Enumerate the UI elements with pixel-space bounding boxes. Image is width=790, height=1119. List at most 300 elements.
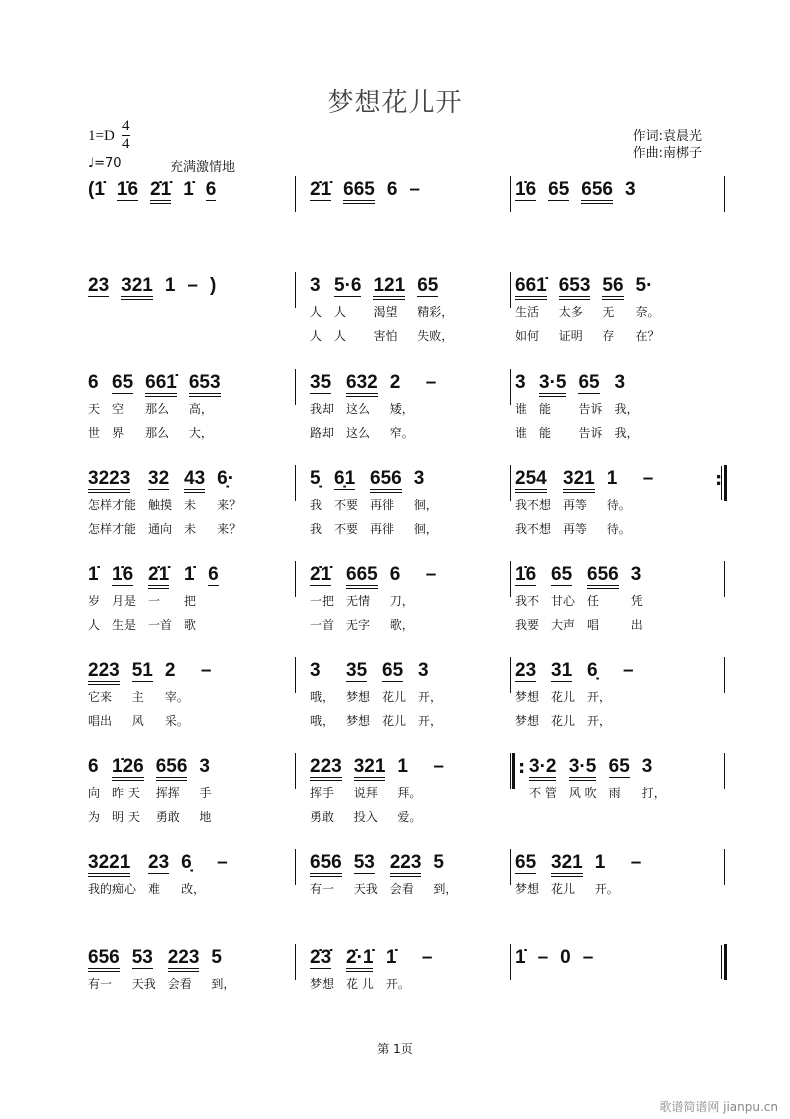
repeat-start-barline (512, 753, 515, 789)
notes: 1̇6 (515, 564, 537, 585)
lyric-verse-1 (643, 493, 654, 517)
note-group (422, 944, 433, 1020)
lyric-verse-2 (201, 709, 212, 733)
lyric-verse-1: 谁 (515, 402, 528, 416)
measure (310, 657, 454, 747)
notes: 3·2 (529, 756, 556, 781)
note-group (310, 465, 322, 541)
note-group (397, 753, 421, 829)
lyric-verse-1: 开， (418, 690, 443, 704)
notes: 1̇6 (112, 564, 134, 585)
lyric-verse-2: 谁 (515, 426, 528, 440)
note-group (334, 272, 361, 348)
lyric-verse-2 (343, 228, 375, 252)
notes: 23 (515, 660, 537, 681)
lyric-verse-2: 人 (334, 329, 347, 343)
notes: 223 (310, 756, 342, 781)
lyric-verse-1: 到， (211, 977, 236, 991)
lyric-verse-2 (121, 324, 153, 348)
lyric-verse-1 (426, 589, 437, 613)
notes: 6̣1 (334, 468, 356, 489)
measure (88, 944, 247, 1034)
repeat-end-barline (724, 465, 727, 501)
notes: 1 (397, 756, 408, 777)
notes: 2 (389, 372, 401, 393)
lyric-verse-1: 我却 (310, 402, 335, 416)
notes: 65 (112, 372, 134, 393)
notes: 56 (602, 275, 623, 300)
notes: 321 (121, 275, 153, 300)
note-group (310, 657, 334, 733)
lyric-verse-1: 梦想 (515, 690, 540, 704)
lyric-verse-1 (206, 204, 217, 228)
lyric-verse-2 (433, 805, 444, 829)
lyric-verse-1 (217, 877, 228, 901)
lyric-verse-1: 我的痴心 (88, 882, 137, 896)
lyric-verse-1 (548, 204, 569, 228)
lyric-verse-2 (217, 901, 228, 925)
lyric-verse-1: 梦想 (515, 882, 540, 896)
note-group (132, 657, 153, 733)
notes: 3 (614, 372, 626, 393)
note-group (515, 561, 539, 637)
notes: 656 (310, 852, 342, 877)
notes: – (425, 564, 437, 585)
note-group (112, 753, 144, 829)
lyric-verse-2 (426, 613, 437, 637)
lyric-verse-2 (310, 228, 331, 252)
lyric-verse-1: 手 (199, 786, 212, 800)
lyric-verse-2 (187, 324, 198, 348)
notes: 6 (386, 179, 398, 200)
lyric-verse-1 (150, 204, 171, 228)
notes: 1̇ (88, 564, 99, 585)
note-group (88, 465, 136, 541)
lyric-verse-1: 有一 (88, 977, 113, 991)
notes: – (425, 372, 437, 393)
lyric-verse-1: 会看 (167, 977, 192, 991)
lyric-verse-2: 大， (188, 426, 213, 440)
lyric-verse-1 (165, 300, 176, 324)
lyric-verse-2 (310, 996, 334, 1020)
lyric-verse-1: 无情 (346, 594, 371, 608)
notes: – (537, 947, 549, 968)
lyric-verse-2: 爱。 (397, 810, 422, 824)
lyric-verse-1: 不 管 (529, 786, 557, 800)
measure (515, 561, 655, 651)
lyric-verse-1 (515, 972, 526, 996)
notes: 1̇ (515, 947, 526, 968)
lyric-verse-1: 昨 天 (112, 786, 140, 800)
lyric-verse-2: 人 (310, 329, 323, 343)
note-group (168, 944, 200, 1020)
lyric-verse-1 (583, 972, 594, 996)
lyric-verse-1: 精彩， (417, 305, 454, 319)
lyric-verse-2: 那么 (145, 426, 170, 440)
lyric-verse-2 (168, 996, 200, 1020)
measure (88, 465, 253, 555)
lyric-verse-2 (88, 324, 109, 348)
lyric-verse-1: 雨 (608, 786, 621, 800)
notes: 6 (389, 564, 401, 585)
lyric-verse-1: 梦想 (346, 690, 371, 704)
notes: 321 (563, 468, 595, 493)
lyric-verse-1: 矮， (389, 402, 414, 416)
notes: 0 (560, 947, 571, 968)
lyric-verse-2 (88, 228, 105, 252)
lyric-verse-2 (183, 228, 194, 252)
note-group (184, 561, 196, 637)
notes: 656 (156, 756, 188, 781)
notes: 661̇ (145, 372, 177, 397)
lyric-verse-2: 待。 (606, 522, 631, 536)
lyric-verse-2: 一首 (310, 618, 335, 632)
lyric-verse-1: 花 儿 (346, 977, 374, 991)
lyric-verse-2 (208, 613, 219, 637)
lyric-verse-2 (210, 324, 216, 348)
expression-marking: 充满激情地 (170, 160, 236, 175)
lyric-verse-1 (623, 685, 634, 709)
notes: 3 (624, 179, 636, 200)
lyric-verse-2 (165, 324, 176, 348)
notes: 65 (515, 852, 537, 873)
lyric-verse-1: 岁 (88, 594, 101, 608)
lyric-verse-2 (390, 901, 422, 925)
notes: 3 (413, 468, 425, 489)
note-group (88, 272, 109, 348)
repeat-dots: : (518, 757, 526, 778)
lyric-verse-2: 风 (131, 714, 144, 728)
note-group (623, 657, 634, 733)
notes: 223 (390, 852, 422, 877)
lyric-verse-1: 这么 (346, 402, 371, 416)
notes: 35 (346, 660, 368, 681)
note-group (418, 657, 442, 733)
lyric-verse-2: 未 (184, 522, 197, 536)
lyric-verse-1: 未 (184, 498, 197, 512)
note-group (310, 944, 334, 1020)
notes: 1̇6 (515, 179, 537, 200)
measure (515, 272, 672, 362)
lyric-verse-2 (560, 996, 571, 1020)
lyric-verse-2: 花儿 (551, 714, 576, 728)
lyric-verse-1: 生活 (515, 305, 540, 319)
note-group (354, 753, 386, 829)
lyric-verse-1 (387, 204, 398, 228)
notes: – (187, 275, 198, 296)
barline (295, 465, 296, 501)
lyric-verse-1: 会看 (389, 882, 414, 896)
measure (310, 753, 456, 843)
note-group (354, 849, 378, 925)
notes: 2̇1̇ (148, 564, 169, 589)
note-group (217, 465, 241, 541)
note-group (148, 465, 172, 541)
lyric-verse-1: 一 (148, 594, 161, 608)
lyric-verse-2: 我， (614, 426, 639, 440)
lyric-verse-2 (150, 228, 171, 252)
measure (310, 272, 465, 362)
note-group (310, 753, 342, 829)
lyric-verse-1: 待。 (606, 498, 631, 512)
barline (510, 657, 511, 693)
note-group (433, 849, 457, 925)
lyric-verse-2: 为 (88, 810, 101, 824)
note-group (346, 657, 370, 733)
lyric-verse-2: 人 (88, 618, 101, 632)
lyric-verse-2: 再等 (563, 522, 588, 536)
note-group (206, 176, 217, 252)
notes: 653 (559, 275, 591, 300)
final-barline (724, 944, 727, 980)
note-group (181, 849, 205, 925)
lyric-verse-1 (183, 204, 194, 228)
notes: 656 (581, 179, 613, 204)
score-row (0, 272, 790, 362)
notes: 2̇1̇ (310, 564, 332, 585)
notes: 53 (353, 852, 375, 873)
lyric-verse-1: 主 (131, 690, 144, 704)
lyric-verse-2 (354, 901, 378, 925)
measure (529, 753, 678, 843)
measure (88, 753, 223, 843)
lyricist: 作词:袁晨光 (632, 129, 702, 144)
lyric-verse-1: 怎样才能 (88, 498, 137, 512)
lyric-verse-2: 我 (310, 522, 323, 536)
measure (310, 465, 450, 555)
lyric-verse-2: 哦， (310, 714, 335, 728)
notes: – (200, 660, 212, 681)
notes: 121 (373, 275, 405, 300)
note-group (148, 561, 172, 637)
measure (515, 369, 651, 459)
notes: 65 (551, 564, 573, 585)
measure (310, 561, 448, 651)
lyric-verse-2: 我要 (515, 618, 540, 632)
note-group (117, 176, 138, 252)
lyric-verse-2 (181, 901, 205, 925)
notes: 321 (551, 852, 583, 877)
note-group (631, 561, 643, 637)
notes: 1̇ (183, 179, 194, 200)
note-group (370, 465, 402, 541)
notes: – (433, 756, 444, 777)
lyric-verse-2: 开， (587, 714, 612, 728)
lyric-verse-1 (117, 204, 138, 228)
notes: 665 (346, 564, 378, 589)
note-group (643, 465, 654, 541)
lyric-verse-1: 人 (334, 305, 347, 319)
note-group (208, 561, 219, 637)
note-group (165, 657, 189, 733)
note-group (184, 465, 205, 541)
notes: 254 (515, 468, 547, 493)
lyric-verse-2: 大声 (551, 618, 576, 632)
lyric-verse-2: 一首 (148, 618, 173, 632)
note-group (602, 272, 623, 348)
lyric-verse-2 (132, 996, 156, 1020)
lyric-verse-1 (409, 204, 420, 228)
notes: 65 (608, 756, 630, 777)
barline (510, 465, 511, 501)
notes: 6 (208, 564, 219, 585)
lyric-verse-2: 这么 (346, 426, 371, 440)
note-group (88, 561, 100, 637)
lyric-verse-2 (515, 228, 536, 252)
lyric-verse-2: 我不想 (515, 522, 552, 536)
note-group (148, 849, 169, 925)
lyric-verse-2: 唱 (587, 618, 600, 632)
note-group (417, 272, 453, 348)
lyric-verse-1: 凭 (630, 594, 643, 608)
barline (295, 561, 296, 597)
score-row (0, 369, 790, 459)
lyric-verse-1: 我 (310, 498, 323, 512)
measure (515, 465, 665, 555)
notes: – (582, 947, 594, 968)
lyric-verse-2 (609, 805, 630, 829)
note-group (551, 657, 575, 733)
notes: 6 (205, 179, 217, 200)
lyric-verse-2 (625, 228, 636, 252)
notes: 6̣ (587, 660, 598, 681)
barline (724, 561, 725, 597)
note-group (310, 176, 331, 252)
lyric-verse-1: 告诉 (578, 402, 603, 416)
lyric-verse-2: 能 (539, 426, 552, 440)
lyric-verse-2 (206, 228, 217, 252)
composer: 作曲:南梆子 (632, 146, 702, 161)
lyric-verse-2: 存 (602, 329, 615, 343)
barline (510, 272, 511, 308)
lyric-verse-1: 空 (112, 402, 125, 416)
lyric-verse-1: 来？ (217, 498, 242, 512)
measure (88, 561, 231, 651)
notes: 1 (164, 275, 176, 296)
lyric-verse-2: 勇敢 (155, 810, 180, 824)
lyric-verse-2 (538, 996, 549, 1020)
lyric-verse-2: 地 (199, 810, 212, 824)
notes: ) (210, 275, 217, 296)
lyric-verse-1: 再徘 (370, 498, 395, 512)
repeat-dots: : (715, 469, 723, 490)
barline (724, 849, 725, 885)
lyric-verse-2: 生是 (112, 618, 137, 632)
note-group (587, 561, 619, 637)
lyric-verse-2: 梦想 (346, 714, 371, 728)
note-group (551, 561, 575, 637)
key-signature: 1=D (88, 128, 115, 144)
note-group (625, 176, 636, 252)
notes: 53 (131, 947, 153, 968)
lyric-verse-1: 改， (181, 882, 206, 896)
lyric-verse-2 (583, 996, 594, 1020)
notes: – (630, 852, 642, 873)
note-group (636, 272, 660, 348)
lyric-verse-2 (88, 996, 120, 1020)
lyric-verse-1 (515, 204, 536, 228)
lyric-verse-2 (551, 901, 583, 925)
note-group (112, 369, 133, 445)
note-group (387, 176, 398, 252)
notes: 1̇26 (112, 756, 144, 781)
lyric-verse-2 (623, 709, 634, 733)
lyric-verse-1 (560, 972, 571, 996)
lyric-verse-1 (187, 300, 198, 324)
notes: 6̣ (181, 852, 192, 873)
lyric-verse-1: 高， (188, 402, 213, 416)
lyric-verse-1: 再等 (563, 498, 588, 512)
note-group (615, 369, 639, 445)
note-group (515, 272, 547, 348)
lyric-verse-1: 它来 (88, 690, 113, 704)
note-group (88, 657, 120, 733)
lyric-verse-2 (386, 996, 410, 1020)
credits (633, 128, 702, 162)
note-group (88, 944, 120, 1020)
note-group (529, 753, 557, 829)
barline (510, 176, 511, 212)
lyric-verse-1 (581, 204, 613, 228)
lyric-verse-1: 天我 (131, 977, 156, 991)
measure (515, 176, 648, 266)
note-group (211, 944, 235, 1020)
lyric-verse-2 (569, 805, 597, 829)
lyric-verse-2 (422, 996, 433, 1020)
lyric-verse-2 (433, 901, 457, 925)
lyric-verse-1: 有一 (310, 882, 335, 896)
barline (295, 369, 296, 405)
note-group (343, 176, 375, 252)
lyric-verse-2: 证明 (558, 329, 583, 343)
notes: 43 (184, 468, 205, 493)
notes: 3223 (88, 468, 130, 493)
lyric-verse-2 (88, 901, 136, 925)
notes: 65 (417, 275, 439, 296)
lyric-verse-1: 我不想 (515, 498, 552, 512)
measure (310, 176, 432, 266)
watermark: 歌谱简谱网 jianpu.cn (659, 1100, 778, 1114)
lyric-verse-1: 触摸 (148, 498, 173, 512)
notes: (1̇ (88, 179, 105, 200)
lyric-verse-2: 来？ (217, 522, 242, 536)
note-group (559, 272, 591, 348)
barline (724, 657, 725, 693)
lyric-verse-2: 界 (112, 426, 125, 440)
measure (310, 849, 469, 939)
lyric-verse-2 (148, 901, 169, 925)
lyric-verse-1 (88, 204, 105, 228)
note-group (150, 176, 171, 252)
notes: 5· (635, 275, 653, 296)
notes: – (642, 468, 654, 489)
lyric-verse-1: 拜。 (397, 786, 422, 800)
lyric-verse-2 (595, 901, 619, 925)
note-group (433, 753, 444, 829)
lyric-verse-1: 梦想 (310, 977, 335, 991)
note-group (581, 176, 613, 252)
score-row (0, 944, 790, 1034)
notes: 656 (587, 564, 619, 589)
note-group (88, 849, 136, 925)
note-group (426, 561, 437, 637)
lyric-verse-2 (346, 996, 374, 1020)
note-group (88, 369, 100, 445)
note-group (88, 753, 100, 829)
note-group (409, 176, 420, 252)
notes: 632 (346, 372, 378, 397)
lyric-verse-2 (581, 228, 613, 252)
